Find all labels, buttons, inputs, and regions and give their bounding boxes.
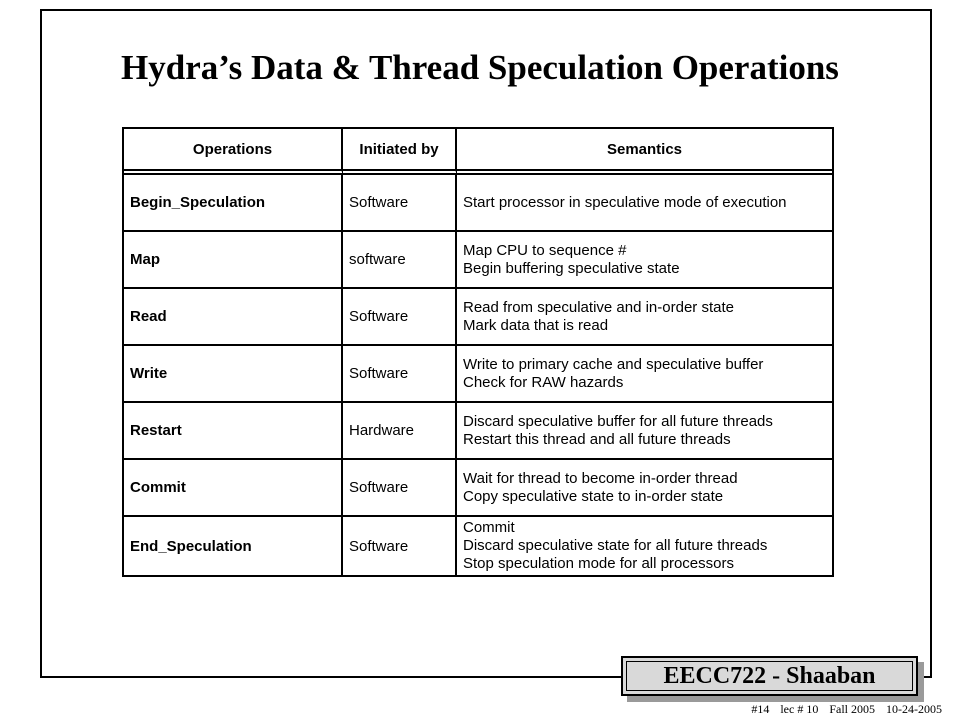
semantics-cell	[457, 403, 832, 460]
table-row	[124, 289, 832, 346]
operation-cell: End_Speculation	[124, 517, 343, 575]
semantics-line: Copy speculative state to in-order state	[463, 487, 724, 505]
semantics-line: Check for RAW hazards	[463, 373, 624, 391]
course-badge-text: EECC722 - Shaaban	[626, 661, 913, 691]
table-row	[124, 346, 832, 403]
table-row	[124, 517, 832, 575]
table-row	[124, 232, 832, 289]
semantics-line: Read from speculative and in-order state	[463, 298, 734, 316]
semantics-line: Restart this thread and all future threads	[463, 430, 731, 448]
operation-cell: Write	[124, 346, 343, 403]
slide-footer	[632, 702, 942, 717]
operations-table	[122, 127, 834, 577]
semantics-line: Start processor in speculative mode of execution	[463, 193, 787, 211]
operation-cell: Commit	[124, 460, 343, 517]
initiated-by-cell: Software	[343, 175, 457, 232]
operation-cell: Map	[124, 232, 343, 289]
header-semantics: Semantics	[457, 129, 832, 175]
semantics-line: Stop speculation mode for all processors	[463, 555, 734, 572]
semantics-line: Wait for thread to become in-order thread	[463, 469, 738, 487]
table-row	[124, 460, 832, 517]
semantics-cell	[457, 460, 832, 517]
initiated-by-cell: Software	[343, 460, 457, 517]
header-initiated-by: Initiated by	[343, 129, 457, 175]
semantics-line: Map CPU to sequence #	[463, 241, 627, 259]
semantics-cell	[457, 346, 832, 403]
table-row	[124, 175, 832, 232]
operation-cell: Read	[124, 289, 343, 346]
footer-term: Fall 2005	[829, 702, 875, 716]
initiated-by-cell: Hardware	[343, 403, 457, 460]
semantics-line: Begin buffering speculative state	[463, 259, 680, 277]
footer-lecture: lec # 10	[780, 702, 819, 716]
semantics-line: Discard speculative state for all future threads	[463, 537, 768, 554]
slide-title: Hydra’s Data & Thread Speculation Operations	[121, 48, 839, 87]
footer-date: 10-24-2005	[886, 702, 942, 716]
semantics-cell	[457, 289, 832, 346]
initiated-by-cell: Software	[343, 517, 457, 575]
course-badge	[621, 656, 918, 696]
table-row	[124, 403, 832, 460]
operation-cell: Begin_Speculation	[124, 175, 343, 232]
initiated-by-cell: Software	[343, 289, 457, 346]
initiated-by-cell: Software	[343, 346, 457, 403]
semantics-cell	[457, 232, 832, 289]
initiated-by-cell: software	[343, 232, 457, 289]
footer-slide-number: #14	[751, 702, 770, 716]
semantics-cell	[457, 517, 832, 575]
semantics-cell	[457, 175, 832, 232]
operation-cell: Restart	[124, 403, 343, 460]
semantics-line: Commit	[463, 519, 515, 536]
header-operations: Operations	[124, 129, 343, 175]
semantics-line: Write to primary cache and speculative buffer	[463, 355, 764, 373]
table-header-row	[124, 129, 832, 175]
semantics-line: Discard speculative buffer for all future threads	[463, 412, 773, 430]
semantics-line: Mark data that is read	[463, 316, 609, 334]
